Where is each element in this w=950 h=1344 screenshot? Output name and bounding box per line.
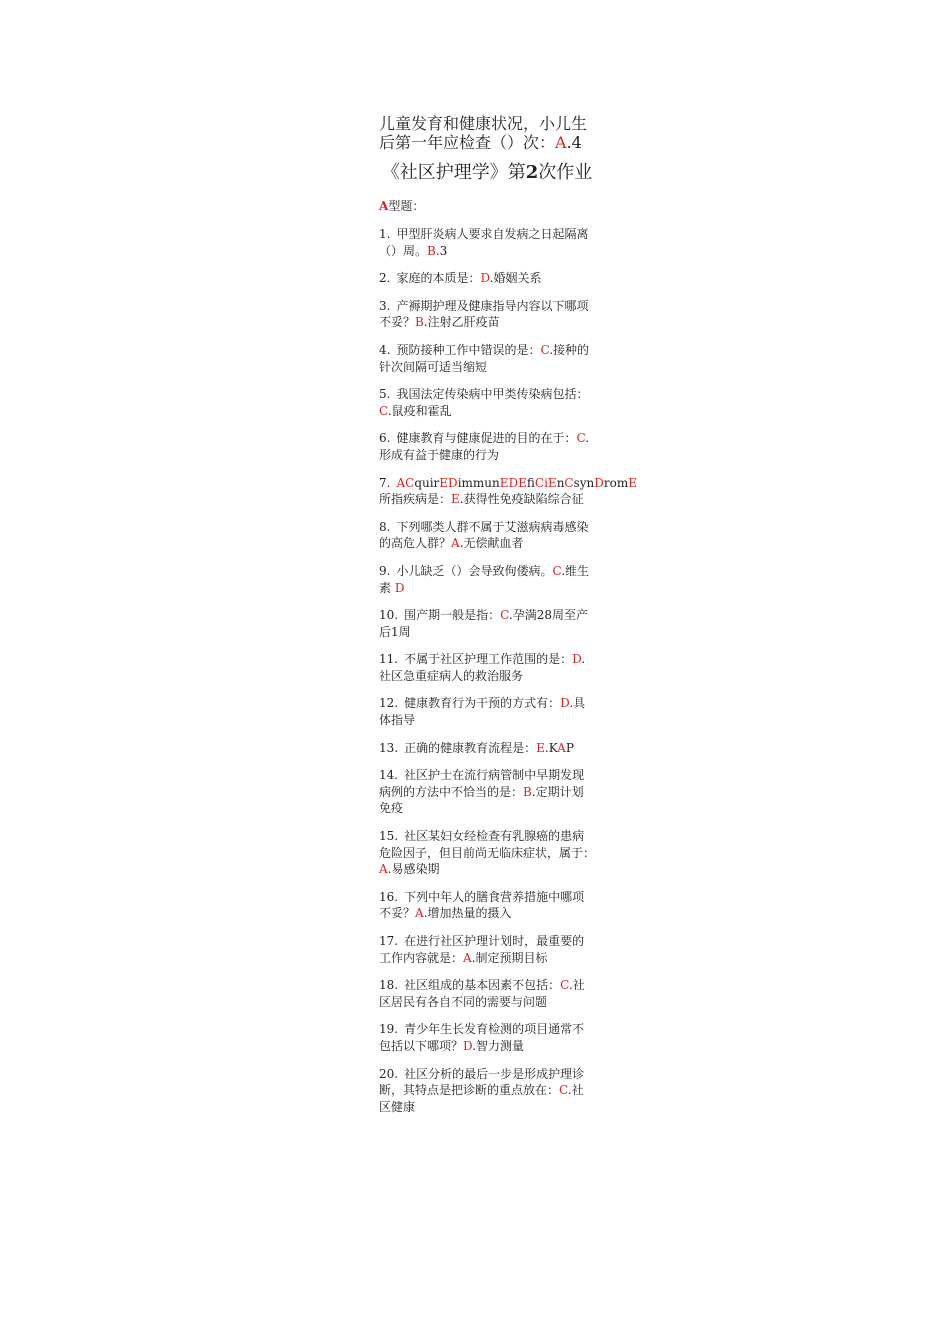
acronym-part: rom (603, 475, 629, 490)
question-number: 11. (379, 652, 399, 667)
title-suffix: 次作业 (538, 162, 593, 183)
acronym-part: E (628, 475, 638, 490)
acronym-part: C (564, 475, 574, 490)
question-16 (379, 889, 595, 922)
question-8 (379, 519, 595, 552)
question-stem: 正确的健康教育流程是： (404, 740, 537, 755)
answer-extra-letter: D (394, 580, 405, 595)
acronym-part: sy (573, 475, 587, 490)
answer-letter: C (559, 1083, 568, 1098)
answer-text: .无偿献血者 (459, 536, 524, 551)
question-number: 12. (379, 696, 399, 711)
question-stem: 下列哪类人群不属于艾滋病病毒感染的高危人群？ (379, 519, 589, 551)
acronym-part: quir (414, 475, 440, 490)
question-number: 20. (379, 1066, 399, 1081)
question-number: 5. (379, 387, 391, 402)
lead-answer-text: .4 (566, 133, 582, 152)
answer-text: .社区居民有各自不同的需要与问题 (379, 978, 585, 1009)
answer-text: .3 (435, 243, 448, 258)
answer-letter: A (415, 906, 424, 921)
title-number: 2 (525, 162, 539, 183)
answer-letter: C (379, 403, 388, 418)
question-stem: 甲型肝炎病人要求自发病之日起隔离（）周。 (379, 227, 589, 258)
question-stem: 社区组成的基本因素不包括： (404, 978, 561, 993)
question-stem: 在进行社区护理计划时，最重要的工作内容就是： (379, 934, 585, 965)
answer-letter: C (560, 978, 569, 993)
section-text: 型题： (388, 199, 425, 213)
question-stem: 健康教育与健康促进的目的在于： (396, 431, 577, 446)
question-number: 6. (379, 431, 391, 446)
question-number: 10. (379, 608, 399, 623)
question-stem: 我国法定传染病中甲类传染病包括： (396, 387, 589, 402)
question-stem: 所指疾病是： (379, 492, 452, 507)
answer-letter: C (552, 563, 562, 578)
answer-letter: D (560, 696, 570, 711)
acronym-part: CiE (534, 475, 557, 490)
answer-letter: C (540, 342, 550, 357)
lead-text: 儿童发育和健康状况，小儿生后第一年应检查（）次： (379, 114, 588, 152)
answer-text: .制定预期目标 (471, 950, 548, 965)
section-heading (379, 198, 595, 214)
question-number: 18. (379, 978, 399, 993)
section-letter: A (379, 199, 389, 213)
question-number: 4. (379, 342, 391, 357)
answer-letter: D (463, 1038, 473, 1053)
acronym-part: immun (457, 475, 500, 490)
answer-text: .增加热量的摄入 (423, 906, 512, 921)
question-stem: 产褥期护理及健康指导内容以下哪项不妥？ (379, 298, 589, 330)
answer-text: .易感染期 (387, 862, 440, 877)
answer-letter: D (572, 652, 582, 667)
question-5 (379, 386, 595, 419)
answer-text: .鼠疫和霍乱 (387, 403, 452, 418)
question-4 (379, 342, 595, 375)
question-number: 9. (379, 563, 391, 578)
question-number: 2. (379, 271, 391, 286)
answer-letter: B (427, 243, 436, 258)
question-stem: 小儿缺乏（）会导致佝偻病。 (396, 563, 553, 578)
answer-text: .维生素 (379, 563, 590, 595)
question-number: 19. (379, 1022, 399, 1037)
question-number: 13. (379, 740, 399, 755)
answer-letter: B (415, 315, 424, 330)
answer-text: .形成有益于健康的行为 (379, 431, 590, 462)
question-2 (379, 270, 595, 287)
question-6 (379, 430, 595, 463)
question-stem: 不属于社区护理工作范围的是： (404, 652, 573, 667)
answer-letter: A (451, 536, 460, 551)
question-number: 15. (379, 829, 399, 844)
answer-text: .K (544, 740, 558, 755)
question-10 (379, 607, 595, 640)
document-title (379, 162, 595, 184)
answer-text: .定期计划免疫 (379, 784, 584, 816)
acronym-part: EDE (499, 475, 527, 490)
answer-text: A (557, 740, 566, 755)
question-stem: 健康教育行为干预的方式有： (404, 696, 561, 711)
question-stem: 社区分析的最后一步是形成护理诊断，其特点是把诊断的重点放在： (379, 1066, 585, 1098)
question-15 (379, 828, 595, 878)
question-number: 16. (379, 889, 399, 904)
acronym-part: n (586, 475, 595, 490)
answer-text: .婚姻关系 (489, 271, 542, 286)
answer-letter: E (536, 740, 545, 755)
answer-text: .注射乙肝疫苗 (423, 315, 500, 330)
question-stem: 家庭的本质是： (396, 271, 481, 286)
question-number: 14. (379, 768, 399, 783)
question-12 (379, 695, 595, 728)
lead-paragraph (379, 114, 595, 152)
question-stem: 预防接种工作中错误的是： (396, 342, 541, 357)
answer-letter: D (480, 271, 490, 286)
acronym-part: fi (526, 475, 535, 490)
title-prefix: 《社区护理学》第 (381, 162, 526, 183)
acronym-part: ED (439, 475, 458, 490)
answer-text: .孕满28周至产后1周 (379, 608, 588, 639)
answer-letter: B (523, 784, 532, 799)
answer-text: P (565, 740, 574, 755)
question-number: 8. (379, 519, 391, 534)
answer-letter: A (379, 862, 388, 877)
acronym-part: D (594, 475, 604, 490)
answer-text: .智力测量 (472, 1038, 525, 1053)
question-18 (379, 977, 595, 1010)
question-stem: 青少年生长发育检测的项目通常不包括以下哪项？ (379, 1022, 585, 1053)
answer-text: .接种的针次间隔可适当缩短 (379, 342, 590, 374)
document-column (379, 114, 638, 1126)
question-7 (379, 475, 638, 508)
question-stem: 社区护士在流行病管制中早期发现病例的方法中不恰当的是： (379, 768, 585, 799)
answer-text: .获得性免疫缺陷综合征 (459, 492, 584, 507)
answer-letter: E (451, 492, 460, 507)
question-9 (379, 563, 595, 596)
question-number: 3. (379, 298, 391, 313)
answer-letter: C (576, 431, 586, 446)
question-number: 1. (379, 227, 391, 241)
answer-letter: C (500, 608, 509, 623)
question-3 (379, 298, 595, 331)
acronym-part: n (556, 475, 565, 490)
question-14 (379, 767, 595, 817)
answer-text: .社区急重症病人的救治服务 (379, 652, 586, 683)
question-number: 17. (379, 934, 399, 948)
question-stem: 围产期一般是指： (404, 608, 501, 623)
question-number: 7. (379, 475, 391, 490)
question-19 (379, 1021, 595, 1054)
answer-letter: A (463, 950, 472, 965)
question-stem: 下列中年人的膳食营养措施中哪项不妥？ (379, 889, 585, 921)
acronym-part: AC (396, 475, 415, 490)
lead-answer-letter: A (555, 133, 567, 152)
question-stem: 社区某妇女经检查有乳腺癌的患病危险因子，但目前尚无临床症状，属于： (379, 829, 596, 860)
question-11 (379, 651, 595, 684)
answer-text: .社区健康 (379, 1083, 584, 1114)
question-20 (379, 1066, 595, 1116)
question-1 (379, 226, 595, 259)
answer-text: .具体指导 (379, 696, 586, 728)
question-17 (379, 933, 595, 966)
question-13 (379, 740, 595, 757)
